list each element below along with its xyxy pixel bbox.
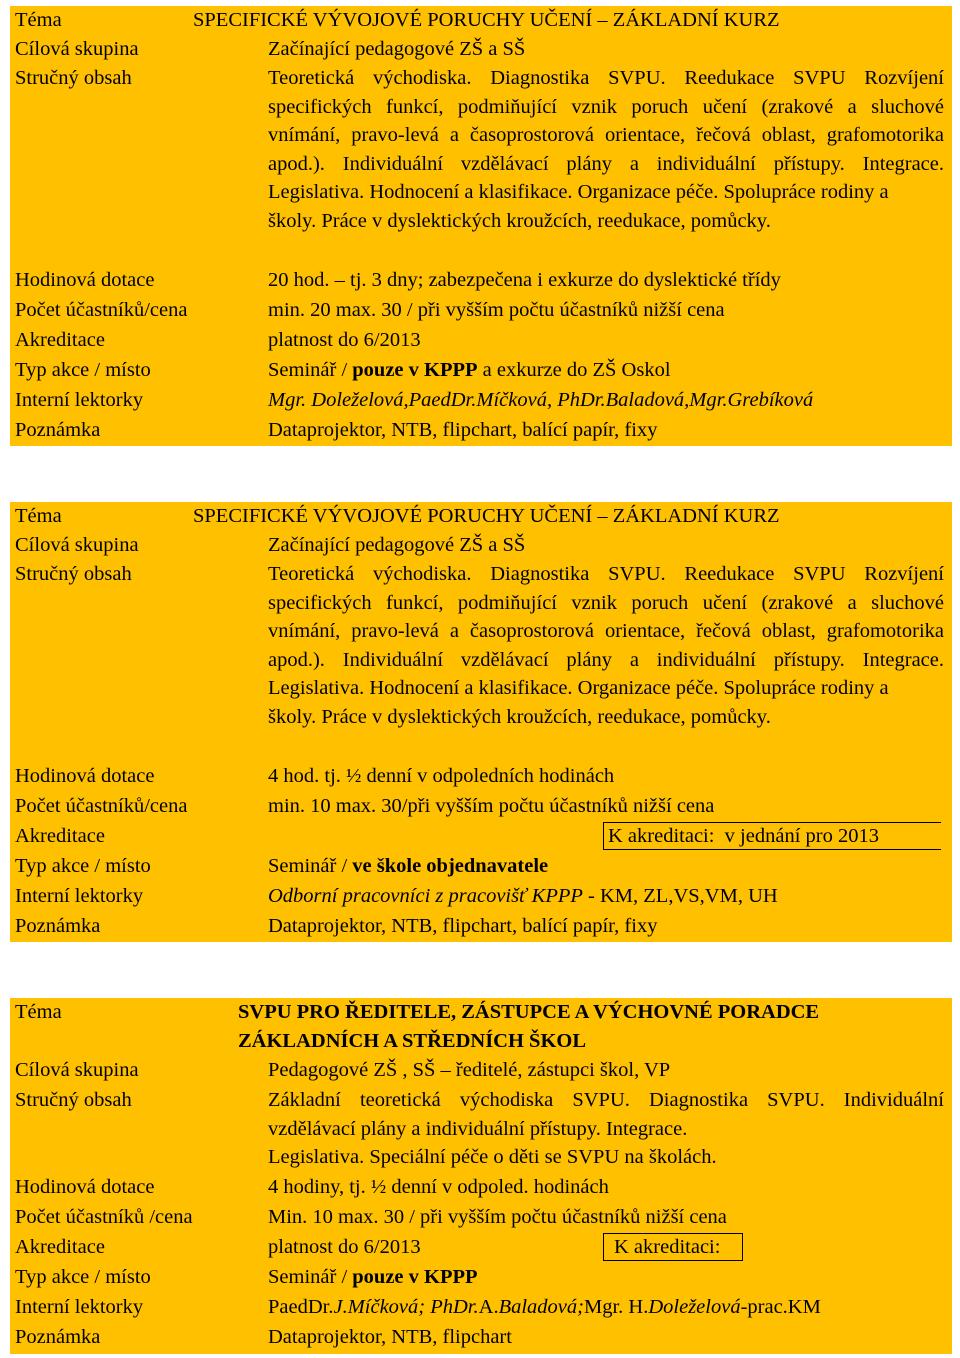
hours-value: 4 hod. tj. ½ denní v odpoledních hodinách [268, 765, 615, 787]
label-note: Poznámka [15, 915, 101, 937]
label-summary: Stručný obsah [15, 563, 132, 585]
type-text: Seminář / [268, 359, 353, 381]
label-tema: Téma [15, 505, 62, 527]
accreditation-pending: K akreditaci: [614, 1236, 721, 1258]
lecturers-part-6: Doleželová [648, 1296, 741, 1318]
course-block-3 [10, 998, 952, 1354]
summary-last-line: školy. Práce v dyslektických kroužcích, reedukace, pomůcky. [268, 209, 771, 232]
label-accreditation: Akreditace [15, 825, 105, 847]
type-emphasis: pouze v KPPP [352, 359, 478, 381]
label-hours: Hodinová dotace [15, 1176, 155, 1198]
target-group-value: Začínající pedagogové ZŠ a SŠ [268, 38, 526, 60]
summary-text: Základní teoretická východiska SVPU. Diagnostika SVPU. Individuální vzdělávací plány a individuální přístupy. Integrace. [268, 1089, 944, 1140]
participants-value: Min. 10 max. 30 / při vyšším počtu účastníků nižší cena [268, 1206, 727, 1228]
label-type: Typ akce / místo [15, 1266, 151, 1288]
type-value [268, 356, 944, 385]
hours-value: 4 hodiny, tj. ½ denní v odpoled. hodinách [268, 1176, 609, 1198]
label-note: Poznámka [15, 419, 101, 441]
type-suffix: a exkurze do ZŠ Oskol [477, 359, 671, 381]
summary-text: Teoretická východiska. Diagnostika SVPU. Reedukace SVPU Rozvíjení specifických funkcí, podmiňující vznik poruch učení (zrakové a sluchové vnímání, pravo-levá a časoprostorová orientace, řečová oblast, grafomotorika apod.). Individuální vzdělávací plány a individuální přístupy. Integrace. Legislativa. Hodnocení a klasifikace. Organizace péče. Spolupráce rodiny a [268, 67, 944, 204]
label-type: Typ akce / místo [15, 359, 151, 381]
note-value: Dataprojektor, NTB, flipchart, balící papír, fixy [268, 915, 658, 937]
label-lecturers: Interní lektorky [15, 1296, 144, 1318]
course-title-line1: SVPU PRO ŘEDITELE, ZÁSTUPCE A VÝCHOVNÉ PORADCE [238, 1001, 820, 1023]
label-target-group: Cílová skupina [15, 38, 139, 60]
label-participants: Počet účastníků /cena [15, 1206, 193, 1228]
type-text: Seminář / [268, 1266, 353, 1288]
lecturers-part-4: Baladová; [498, 1296, 584, 1318]
lecturers-part-3: A. [478, 1296, 499, 1318]
summary-last-line: školy. Práce v dyslektických kroužcích, reedukace, pomůcky. [268, 705, 771, 728]
lecturers-part-2: J.Míčková; PhDr. [333, 1296, 479, 1318]
summary-text: Teoretická východiska. Diagnostika SVPU. Reedukace SVPU Rozvíjení specifických funkcí, podmiňující vznik poruch učení (zrakové a sluchové vnímání, pravo-levá a časoprostorová orientace, řečová oblast, grafomotorika apod.). Individuální vzdělávací plány a individuální přístupy. Integrace. Legislativa. Hodnocení a klasifikace. Organizace péče. Spolupráce rodiny a [268, 563, 944, 700]
type-value [268, 1263, 944, 1292]
participants-value: min. 10 max. 30/při vyšším počtu účastníků nižší cena [268, 795, 715, 817]
label-lecturers: Interní lektorky [15, 885, 144, 907]
label-tema: Téma [15, 1001, 62, 1023]
label-participants: Počet účastníků/cena [15, 795, 188, 817]
label-accreditation: Akreditace [15, 329, 105, 351]
lecturers-value [268, 1293, 944, 1322]
label-accreditation: Akreditace [15, 1236, 105, 1258]
type-value [268, 852, 944, 881]
label-target-group: Cílová skupina [15, 534, 139, 556]
label-hours: Hodinová dotace [15, 765, 155, 787]
lecturers-text: Odborní pracovníci z pracovišť KPPP [268, 885, 583, 907]
hours-value: 20 hod. – tj. 3 dny; zabezpečena i exkurze do dyslektické třídy [268, 269, 781, 291]
label-summary: Stručný obsah [15, 1089, 132, 1111]
label-hours: Hodinová dotace [15, 269, 155, 291]
summary-last-line: Legislativa. Speciální péče o děti se SVPU na školách. [268, 1146, 717, 1169]
label-participants: Počet účastníků/cena [15, 299, 188, 321]
accreditation-value: platnost do 6/2013 [268, 1236, 421, 1258]
target-group-value: Pedagogové ZŠ , SŠ – ředitelé, zástupci škol, VP [268, 1059, 671, 1081]
note-value: Dataprojektor, NTB, flipchart, balící papír, fixy [268, 419, 658, 441]
lecturers-value [268, 882, 944, 911]
course-title-line2: ZÁKLADNÍCH A STŘEDNÍCH ŠKOL [238, 1030, 587, 1052]
summary-value [268, 64, 944, 236]
label-type: Typ akce / místo [15, 855, 151, 877]
target-group-value: Začínající pedagogové ZŠ a SŠ [268, 534, 526, 556]
lecturers-locations: - KM, ZL,VS,VM, UH [582, 885, 778, 907]
lecturers-part-7: -prac.KM [740, 1296, 821, 1318]
label-target-group: Cílová skupina [15, 1059, 139, 1081]
course-title: SPECIFICKÉ VÝVOJOVÉ PORUCHY UČENÍ – ZÁKLADNÍ KURZ [193, 505, 780, 527]
note-value: Dataprojektor, NTB, flipchart [268, 1326, 512, 1348]
type-emphasis: pouze v KPPP [352, 1266, 478, 1288]
course-block-1 [10, 6, 952, 446]
accreditation-value: K akreditaci: v jednání pro 2013 [608, 825, 879, 847]
course-block-2 [10, 502, 952, 942]
type-text: Seminář / [268, 855, 353, 877]
lecturers-value: Mgr. Doleželová,PaedDr.Míčková, PhDr.Baladová,Mgr.Grebíková [268, 389, 814, 411]
lecturers-part-1: PaedDr. [268, 1296, 334, 1318]
label-summary: Stručný obsah [15, 67, 132, 89]
course-title: SPECIFICKÉ VÝVOJOVÉ PORUCHY UČENÍ – ZÁKLADNÍ KURZ [193, 9, 780, 31]
lecturers-part-5: Mgr. H. [583, 1296, 649, 1318]
label-note: Poznámka [15, 1326, 101, 1348]
summary-value [268, 1086, 944, 1172]
label-lecturers: Interní lektorky [15, 389, 144, 411]
participants-value: min. 20 max. 30 / při vyšším počtu účastníků nižší cena [268, 299, 725, 321]
accreditation-value: platnost do 6/2013 [268, 329, 421, 351]
label-tema: Téma [15, 9, 62, 31]
summary-value [268, 560, 944, 732]
type-emphasis: ve škole objednavatele [352, 855, 549, 877]
course-title [238, 998, 819, 1056]
